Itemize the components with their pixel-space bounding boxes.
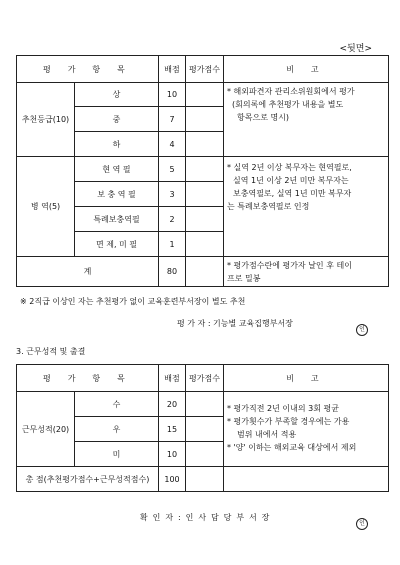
remark-line: 프로 밀봉 (227, 274, 261, 283)
grade-score: 10 (159, 83, 186, 107)
remark-line: * 실역 2년 이상 복무자는 현역필로, (227, 163, 352, 172)
remark-line: 항목으로 명시) (237, 113, 290, 122)
total-score: 80 (159, 257, 186, 287)
total-label: 계 (17, 257, 159, 287)
seal-mark: 인 (356, 324, 368, 336)
eval-score-cell[interactable] (186, 132, 224, 157)
seal-icon (356, 316, 368, 336)
header-item: 평 가 항 목 (17, 365, 159, 392)
military-label: 보 충 역 필 (75, 182, 159, 207)
total-score: 100 (159, 467, 186, 492)
page-label: <뒷면> (339, 44, 372, 54)
military-label: 면 제, 미 필 (75, 232, 159, 257)
remark-total (224, 257, 389, 287)
remark-line: (회의록에 추천평가 내용을 별도 (232, 100, 344, 109)
grade-label: 하 (75, 132, 159, 157)
eval-score-cell[interactable] (186, 107, 224, 132)
grade-score: 4 (159, 132, 186, 157)
remark-work (224, 392, 389, 467)
military-label: 특례보충역필 (75, 207, 159, 232)
eval-score-cell[interactable] (186, 467, 224, 492)
remark-line: * '양' 이하는 해외교육 대상에서 제외 (227, 443, 357, 452)
grade-score: 20 (159, 392, 186, 417)
confirmer-line: 확 인 자 : 인 사 담 당 부 서 장 (140, 513, 271, 522)
military-label: 현 역 필 (75, 157, 159, 182)
remark-line: 보충역필로, 실역 1년 미만 복무자 (233, 189, 352, 198)
remark-line: 범위 내에서 적용 (237, 430, 297, 439)
military-score: 2 (159, 207, 186, 232)
grade-label: 우 (75, 417, 159, 442)
remark-recommend (224, 83, 389, 157)
grade-score: 7 (159, 107, 186, 132)
category-recommend: 추천등급(10) (17, 83, 75, 157)
seal-icon (356, 510, 368, 530)
seal-mark: 인 (356, 518, 368, 530)
remark-line: * 평가점수란에 평가자 날인 후 테이 (227, 261, 352, 270)
table-row (17, 392, 389, 417)
grade-label: 미 (75, 442, 159, 467)
eval-score-cell[interactable] (186, 232, 224, 257)
work-evaluation-table (16, 364, 389, 492)
eval-score-cell[interactable] (186, 257, 224, 287)
eval-score-cell[interactable] (186, 392, 224, 417)
table-total-row (17, 467, 389, 492)
category-military: 병 역(5) (17, 157, 75, 257)
note-text: ※ 2직급 이상인 자는 추천평가 없이 교육훈련부서장이 별도 추천 (20, 297, 246, 306)
military-score: 3 (159, 182, 186, 207)
header-eval: 평가점수 (186, 365, 224, 392)
remark-line: * 해외파견자 관리소위원회에서 평가 (227, 87, 355, 96)
evaluator-line: 평 가 자 : 기능별 교육집행부서장 (177, 319, 293, 328)
eval-score-cell[interactable] (186, 157, 224, 182)
remark-military (224, 157, 389, 257)
grade-label: 수 (75, 392, 159, 417)
eval-score-cell[interactable] (186, 442, 224, 467)
table-total-row (17, 257, 389, 287)
eval-score-cell[interactable] (186, 83, 224, 107)
remark-line: 실역 1년 이상 2년 미만 복무자는 (233, 176, 349, 185)
grade-label: 중 (75, 107, 159, 132)
eval-score-cell[interactable] (186, 182, 224, 207)
remark-total-blank (224, 467, 389, 492)
eval-score-cell[interactable] (186, 207, 224, 232)
table-header-row (17, 365, 389, 392)
eval-score-cell[interactable] (186, 417, 224, 442)
remark-line: * 평가직전 2년 이내의 3회 평균 (227, 404, 339, 413)
remark-line: * 평가횟수가 부족할 경우에는 가용 (227, 417, 350, 426)
category-work: 근무성적(20) (17, 392, 75, 467)
remark-line: 는 특례보충역필로 인정 (227, 202, 310, 211)
table-header-row (17, 56, 389, 83)
header-item: 평 가 항 목 (17, 56, 159, 83)
header-remark: 비 고 (224, 365, 389, 392)
section-title: 3. 근무성적 및 출결 (16, 347, 86, 356)
military-score: 1 (159, 232, 186, 257)
grade-label: 상 (75, 83, 159, 107)
table-row (17, 83, 389, 107)
table-row (17, 157, 389, 182)
grade-score: 15 (159, 417, 186, 442)
header-score: 배점 (159, 365, 186, 392)
military-score: 5 (159, 157, 186, 182)
grade-score: 10 (159, 442, 186, 467)
header-eval: 평가점수 (186, 56, 224, 83)
evaluation-table (16, 55, 389, 287)
total-label: 총 점(추천평가점수+근무성적점수) (17, 467, 159, 492)
header-remark: 비 고 (224, 56, 389, 83)
header-score: 배점 (159, 56, 186, 83)
